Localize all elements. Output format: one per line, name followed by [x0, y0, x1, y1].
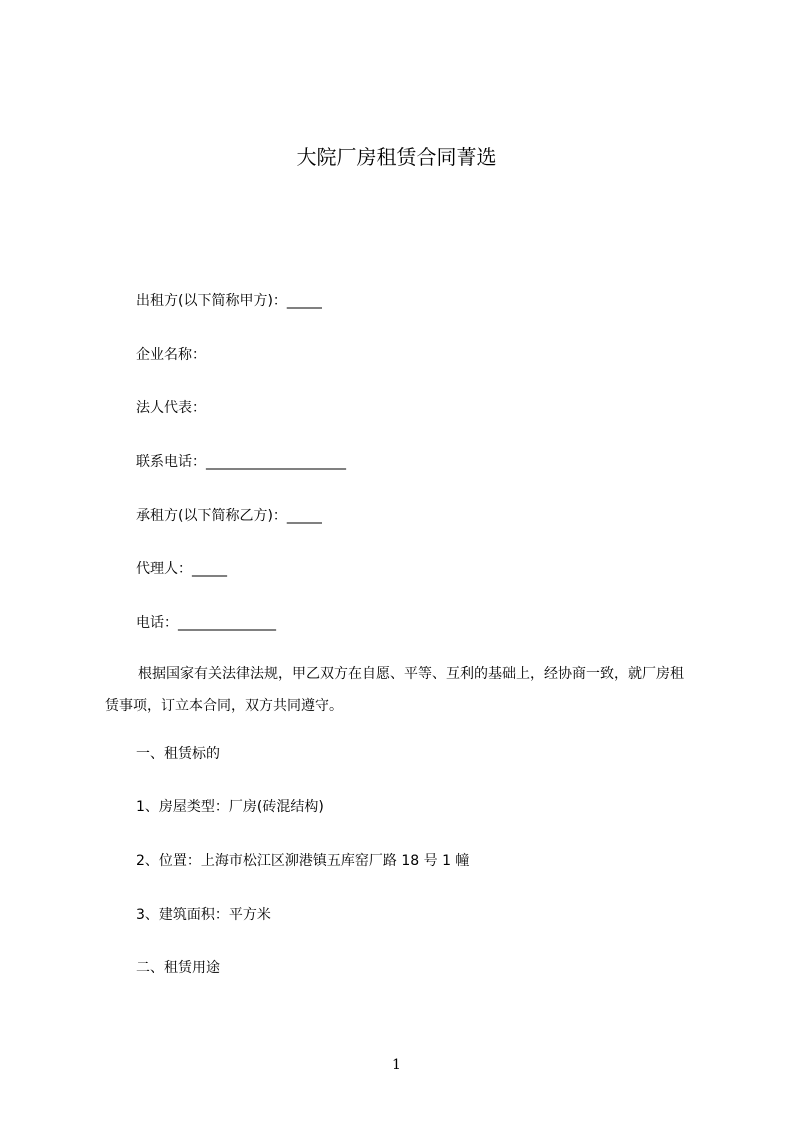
lessee-line: 承租方(以下简称乙方)：_____: [136, 508, 322, 524]
lessor-line: 出租方(以下简称甲方)：_____: [136, 293, 322, 309]
phone-line: 电话：______________: [136, 615, 276, 631]
company-name-line: 企业名称：: [136, 347, 206, 363]
page-number: 1: [392, 1057, 401, 1073]
contact-phone-line: 联系电话：____________________: [136, 454, 346, 470]
legal-representative-line: 法人代表：: [136, 400, 206, 416]
agent-line: 代理人：_____: [136, 561, 227, 577]
section-heading-lease-subject: 一、租赁标的: [136, 746, 220, 762]
document-title: 大院厂房租赁合同菁选: [296, 145, 497, 169]
item-building-area: 3、建筑面积：平方米: [136, 907, 271, 923]
section-heading-lease-purpose: 二、租赁用途: [136, 960, 220, 976]
item-location: 2、位置：上海市松江区泖港镇五库窑厂路 18 号 1 幢: [136, 853, 470, 869]
intro-paragraph: 根据国家有关法律法规，甲乙双方在自愿、平等、互利的基础上，经协商一致，就厂房租赁事项，订立本合同，双方共同遵守。: [105, 666, 684, 714]
item-house-type: 1、房屋类型：厂房(砖混结构): [136, 799, 324, 815]
